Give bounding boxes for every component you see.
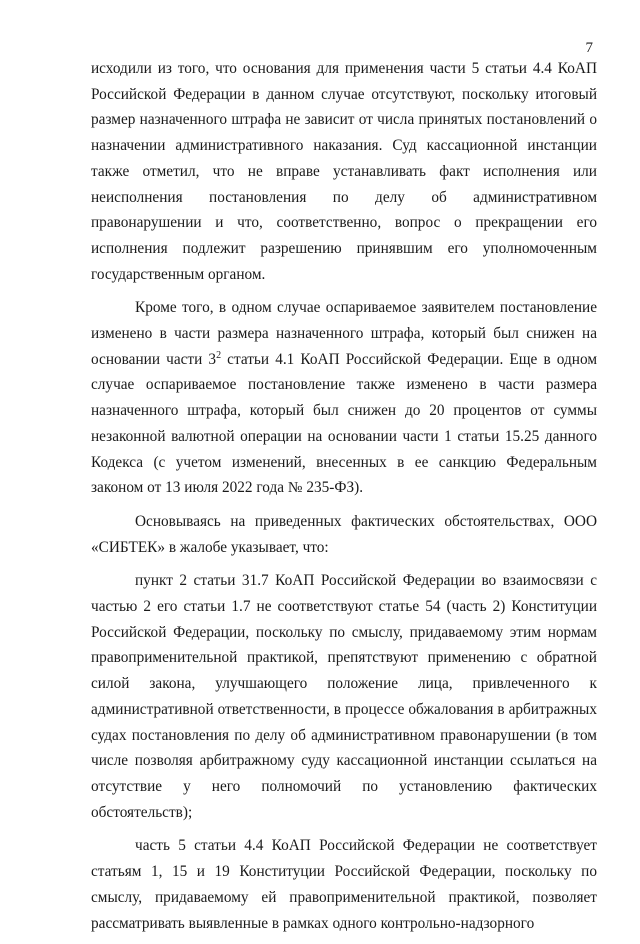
superscript-index: 2 <box>216 349 222 361</box>
paragraph-fine-reduction-part-a: Кроме того, в одном случае оспариваемое заявителем постановление изменено в части размера назначенного штрафа, который был снижен на основании части 3 <box>91 299 597 368</box>
document-body <box>91 56 597 944</box>
paragraph-claim-article-4-4: часть 5 статьи 4.4 КоАП Российской Федерации не соответствует статьям 1, 15 и 19 Конституции Российской Федерации, поскольку по смыслу, придаваемому ей правоприменительной практикой, позволяет рассматривать выявленные в рамках одного контрольно-надзорного <box>91 837 597 932</box>
paragraph-claim-article-31-7: пункт 2 статьи 31.7 КоАП Российской Федерации во взаимосвязи с частью 2 его статьи 1.7 не соответствуют статье 54 (часть 2) Конституции Российской Федерации, поскольку по смыслу, придаваемому этим нормам правоприменительной практикой, препятствуют применению с обратной силой закона, улучшающего положение лица, привлеченного к административной ответственности, в процессе обжалования в арбитражных судах постановления по делу об административном правонарушении (в том числе позволяя арбитражному суду кассационной инстанции ссылаться на отсутствие у него полномочий по установлению фактических обстоятельств); <box>91 572 597 821</box>
paragraph-complaint-intro: Основываясь на приведенных фактических обстоятельствах, ООО «СИБТЕК» в жалобе указывает, что: <box>91 512 597 556</box>
paragraph-fine-reduction-part-b: статьи 4.1 КоАП Российской Федерации. Еще в одном случае оспариваемое постановление также изменено в части размера назначенного штрафа, который был снижен до 20 процентов от суммы незаконной валютной операции на основании части 1 статьи 15.25 данного Кодекса (с учетом изменений, внесенных в ее санкцию Федеральным законом от 13 июля 2022 года № 235-ФЗ). <box>91 350 598 497</box>
paragraph-fine-reduction <box>91 295 597 501</box>
page-number: 7 <box>585 40 593 56</box>
paragraph-continuation: исходили из того, что основания для применения части 5 статьи 4.4 КоАП Российской Федерации в данном случае отсутствуют, поскольку итоговый размер назначенного штрафа не зависит от числа принятых постановлений о назначении административного наказания. Суд кассационной инстанции также отметил, что не вправе устанавливать факт исполнения или неисполнения постановления по делу об административном правонарушении и что, соответственно, вопрос о прекращении его исполнения подлежит разрешению принявшим его уполномоченным государственным органом. <box>91 60 597 283</box>
